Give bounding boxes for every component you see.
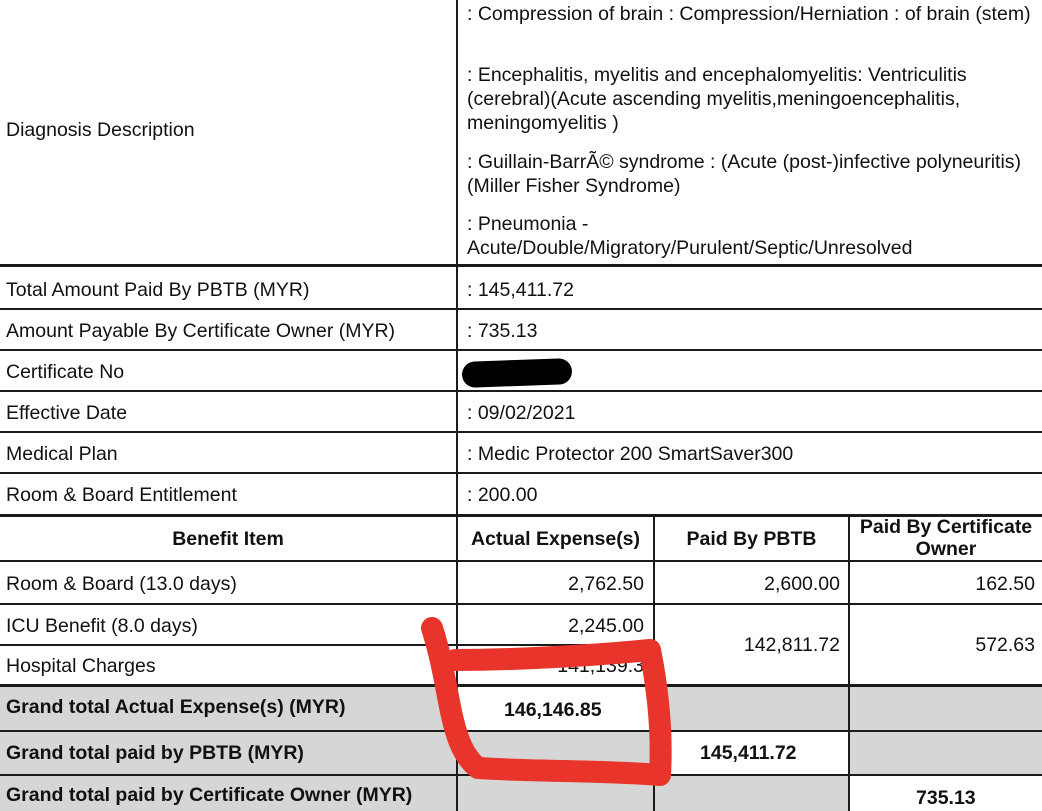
rule xyxy=(0,730,1042,732)
summary-value: : 145,411.72 xyxy=(467,279,574,301)
summary-label: Room & Board Entitlement xyxy=(6,484,237,506)
benefit-actual: 141,139.3 xyxy=(557,655,644,677)
rule xyxy=(653,516,655,811)
rule xyxy=(0,603,1042,605)
merged-pbtb: 142,811.72 xyxy=(743,634,840,656)
header-paid-by-owner: Paid By Certificate Owner xyxy=(859,516,1033,560)
diagnosis-item: : Pneumonia - Acute/Double/Migratory/Purulent/Septic/Unresolved xyxy=(467,213,913,259)
header-benefit-item: Benefit Item xyxy=(172,528,284,550)
rule xyxy=(0,774,1042,776)
diagnosis-label: Diagnosis Description xyxy=(6,119,195,141)
summary-label: Certificate No xyxy=(6,361,125,383)
benefit-pbtb: 2,600.00 xyxy=(764,573,840,595)
rule xyxy=(456,0,458,811)
total-owner-label: Grand total paid by Certificate Owner (MYR) xyxy=(6,784,413,806)
rule xyxy=(0,560,1042,562)
rule xyxy=(0,390,1042,392)
diagnosis-item: : Guillain-BarrÃ© syndrome : (Acute (post-)infective polyneuritis)(Miller Fisher Syndrome) xyxy=(467,151,1022,197)
benefit-item: Hospital Charges xyxy=(6,655,156,677)
summary-label: Effective Date xyxy=(6,402,128,424)
diagnosis-item: : Compression of brain : Compression/Herniation : of brain (stem) xyxy=(467,3,1031,25)
merged-owner: 572.63 xyxy=(975,634,1035,656)
summary-label: Total Amount Paid By PBTB (MYR) xyxy=(6,279,310,301)
redaction-mark xyxy=(462,358,573,388)
rule xyxy=(0,308,1042,310)
total-actual-value: 146,146.85 xyxy=(504,699,602,721)
rule xyxy=(0,472,1042,474)
rule xyxy=(0,431,1042,433)
benefit-owner: 162.50 xyxy=(975,573,1035,595)
benefit-item: Room & Board (13.0 days) xyxy=(6,573,237,595)
diagnosis-item: : Encephalitis, myelitis and encephalomyelitis: Ventriculitis (cerebral)(Acute ascending myelitis,meningoencephalitis, meningomyelitis ) xyxy=(467,64,967,134)
rule xyxy=(0,264,1042,267)
rule xyxy=(0,684,1042,687)
summary-value: : 200.00 xyxy=(467,484,538,506)
rule xyxy=(0,644,653,646)
summary-label: Medical Plan xyxy=(6,443,118,465)
rule xyxy=(848,516,850,811)
benefit-actual: 2,245.00 xyxy=(568,615,644,637)
total-actual-label: Grand total Actual Expense(s) (MYR) xyxy=(6,696,346,718)
header-actual-expense: Actual Expense(s) xyxy=(470,528,641,550)
rule xyxy=(0,349,1042,351)
header-paid-by-pbtb: Paid By PBTB xyxy=(686,528,817,550)
summary-value: : 09/02/2021 xyxy=(467,402,576,424)
benefit-actual: 2,762.50 xyxy=(568,573,644,595)
summary-label: Amount Payable By Certificate Owner (MYR) xyxy=(6,320,396,342)
total-pbtb-label: Grand total paid by PBTB (MYR) xyxy=(6,742,304,764)
summary-value: : 735.13 xyxy=(467,320,538,342)
total-pbtb-value: 145,411.72 xyxy=(700,742,797,764)
benefit-item: ICU Benefit (8.0 days) xyxy=(6,615,198,637)
summary-value: : Medic Protector 200 SmartSaver300 xyxy=(467,443,794,465)
total-owner-value: 735.13 xyxy=(916,787,976,809)
